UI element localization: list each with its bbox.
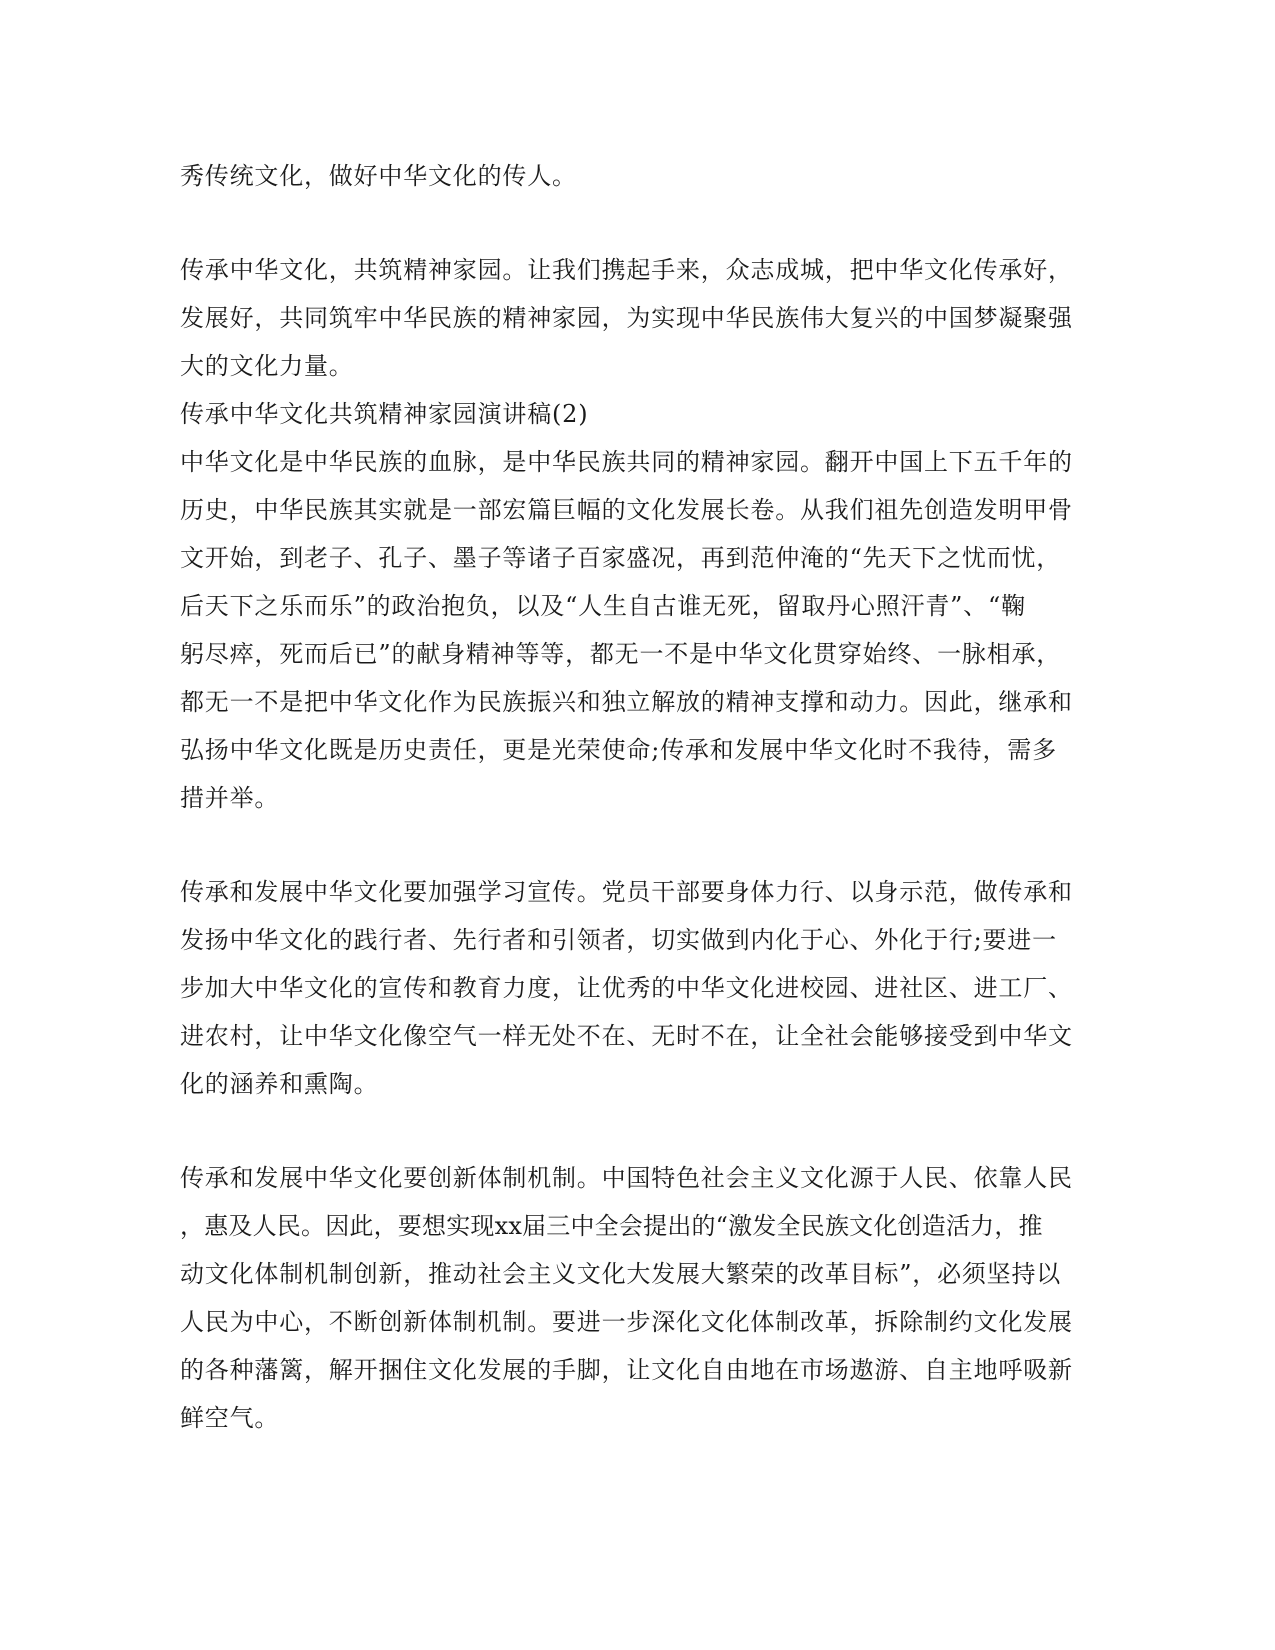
paragraph-line: 传承和发展中华文化要加强学习宣传。党员干部要身体力行、以身示范，做传承和 xyxy=(180,878,1073,906)
section-heading: 传承中华文化共筑精神家园演讲稿(2) xyxy=(180,400,589,428)
paragraph-line: 进农村，让中华文化像空气一样无处不在、无时不在，让全社会能够接受到中华文 xyxy=(180,1022,1073,1050)
paragraph-line: 的各种藩篱，解开捆住文化发展的手脚，让文化自由地在市场遨游、自主地呼吸新 xyxy=(180,1356,1073,1384)
paragraph-line: 传承和发展中华文化要创新体制机制。中国特色社会主义文化源于人民、依靠人民 xyxy=(180,1164,1073,1192)
paragraph-line: 鲜空气。 xyxy=(180,1404,280,1432)
paragraph-line: 中华文化是中华民族的血脉，是中华民族共同的精神家园。翻开中国上下五千年的 xyxy=(180,448,1073,476)
paragraph-line: 化的涵养和熏陶。 xyxy=(180,1070,379,1098)
paragraph-line: 历史，中华民族其实就是一部宏篇巨幅的文化发展长卷。从我们祖先创造发明甲骨 xyxy=(180,496,1073,524)
paragraph-gap xyxy=(180,1108,1040,1154)
paragraph-line: 秀传统文化，做好中华文化的传人。 xyxy=(180,162,577,190)
paragraph-line: 躬尽瘁，死而后已”的献身精神等等，都无一不是中华文化贯穿始终、一脉相承， xyxy=(180,640,1062,668)
paragraph-line: 大的文化力量。 xyxy=(180,352,354,380)
paragraph-line: 发展好，共同筑牢中华民族的精神家园，为实现中华民族伟大复兴的中国梦凝聚强 xyxy=(180,304,1073,332)
paragraph-line: 弘扬中华文化既是历史责任，更是光荣使命;传承和发展中华文化时不我待，需多 xyxy=(180,736,1057,764)
paragraph-gap xyxy=(180,822,1040,868)
paragraph-line: 传承中华文化，共筑精神家园。让我们携起手来，众志成城，把中华文化传承好， xyxy=(180,256,1073,284)
paragraph-line: 都无一不是把中华文化作为民族振兴和独立解放的精神支撑和动力。因此，继承和 xyxy=(180,688,1073,716)
paragraph-line: 步加大中华文化的宣传和教育力度，让优秀的中华文化进校园、进社区、进工厂、 xyxy=(180,974,1073,1002)
paragraph-gap xyxy=(180,200,1040,246)
document-body xyxy=(180,152,1073,1442)
paragraph-line: 后天下之乐而乐”的政治抱负，以及“人生自古谁无死，留取丹心照汗青”、“鞠 xyxy=(180,592,1026,620)
paragraph-line: ，惠及人民。因此，要想实现xx届三中全会提出的“激发全民族文化创造活力，推 xyxy=(180,1212,1043,1240)
paragraph-line: 发扬中华文化的践行者、先行者和引领者，切实做到内化于心、外化于行;要进一 xyxy=(180,926,1057,954)
paragraph-line: 文开始，到老子、孔子、墨子等诸子百家盛况，再到范仲淹的“先天下之忧而忧， xyxy=(180,544,1062,572)
paragraph-line: 措并举。 xyxy=(180,784,280,812)
paragraph-line: 动文化体制机制创新，推动社会主义文化大发展大繁荣的改革目标”，必须坚持以 xyxy=(180,1260,1062,1288)
paragraph-line: 人民为中心，不断创新体制机制。要进一步深化文化体制改革，拆除制约文化发展 xyxy=(180,1308,1073,1336)
